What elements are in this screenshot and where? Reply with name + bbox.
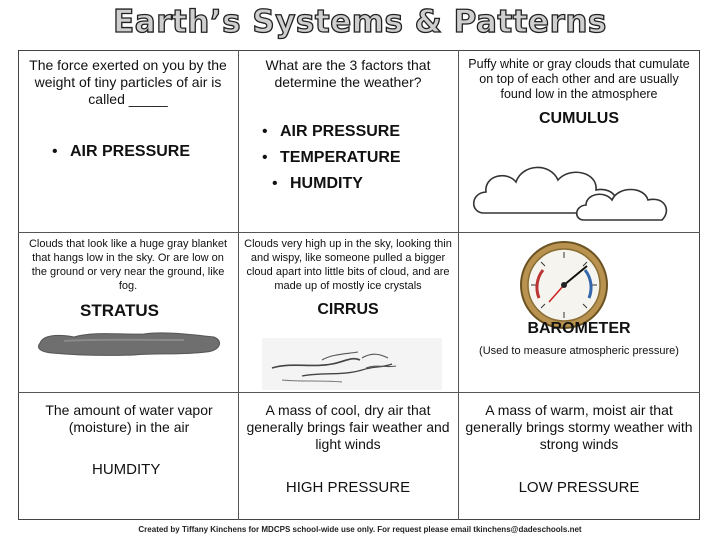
answer-text: • TEMPERATURE <box>262 145 401 171</box>
question-text: A mass of warm, moist air that generally brings stormy weather with strong winds <box>465 402 693 452</box>
card-cirrus <box>243 237 453 319</box>
grid-divider <box>458 50 459 520</box>
answer-text: HUMDITY <box>92 461 161 478</box>
card-high-pressure <box>243 402 453 496</box>
answer-text: HIGH PRESSURE <box>285 479 411 496</box>
answer-text: BAROMETER <box>527 320 631 337</box>
card-barometer <box>462 320 696 357</box>
card-humidity <box>26 402 232 436</box>
grid-divider <box>238 50 239 520</box>
answer-text: • HUMDITY <box>262 171 401 197</box>
footer-credit: Created by Tiffany Kinchens for MDCPS school-wide use only. For request please email tkinchens@dadeschools.net <box>138 525 582 534</box>
card-cumulus <box>462 57 696 128</box>
question-text: Clouds that look like a huge gray blanket that hangs low in the sky. Or are low on the ground or very near the ground, like fog. <box>28 238 228 292</box>
barometer-icon <box>519 240 609 330</box>
card-air-pressure <box>22 57 234 108</box>
answer-list <box>52 139 190 165</box>
answer-text: LOW PRESSURE <box>518 479 640 496</box>
answer-text: CUMULUS <box>539 110 619 127</box>
grid-divider <box>18 232 700 233</box>
cirrus-cloud-icon <box>262 338 442 390</box>
answer-text: • AIR PRESSURE <box>262 119 401 145</box>
stratus-cloud-icon <box>34 325 224 359</box>
question-text: The force exerted on you by the weight of tiny particles of air is called _____ <box>29 57 227 107</box>
cumulus-cloud-icon <box>466 158 678 228</box>
question-text: Clouds very high up in the sky, looking thin and wispy, like someone pulled a bigger cloud apart into little bits of cloud, and are made up of mostly ice crystals <box>244 238 452 292</box>
answer-text: STRATUS <box>80 301 160 320</box>
card-weather-factors <box>242 57 454 91</box>
question-text: What are the 3 factors that determine the weather? <box>265 57 431 90</box>
grid-divider <box>18 392 700 393</box>
page-title: Earth’s Systems & Patterns <box>113 4 607 40</box>
question-text: A mass of cool, dry air that generally brings fair weather and light winds <box>246 402 450 452</box>
answer-list <box>262 119 401 197</box>
card-low-pressure <box>463 402 695 496</box>
note-text: (Used to measure atmospheric pressure) <box>479 345 679 357</box>
card-stratus <box>24 237 232 293</box>
question-text: The amount of water vapor (moisture) in the air <box>45 402 213 435</box>
answer-text: • AIR PRESSURE <box>52 139 190 165</box>
answer-text: CIRRUS <box>317 301 379 318</box>
question-text: Puffy white or gray clouds that cumulate on top of each other and are usually found low in the atmosphere <box>468 57 690 101</box>
